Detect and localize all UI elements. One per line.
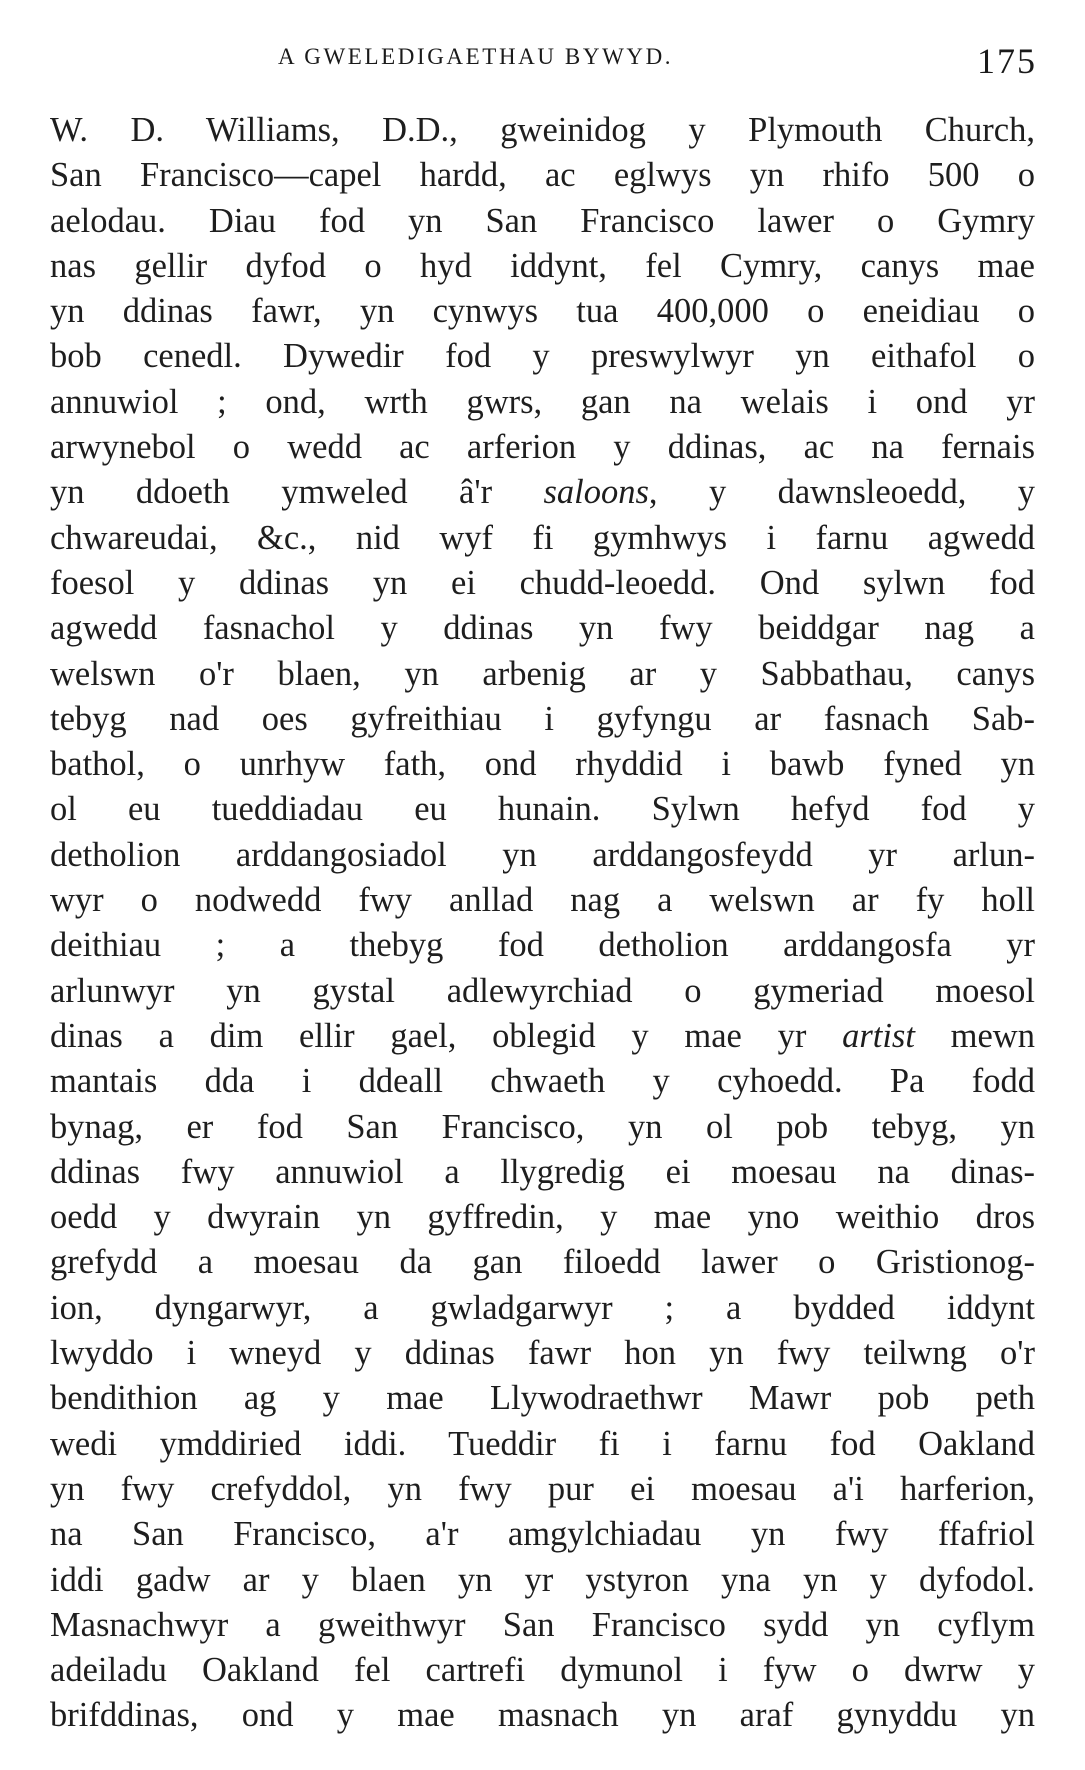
text-line-with-italic (50, 1014, 1035, 1059)
text-line: wedi ymddiried iddi. Tueddir fi i farnu fod Oakland (50, 1424, 1035, 1463)
text-line: bendithion ag y mae Llywodraethwr Mawr pob peth (50, 1379, 1035, 1418)
text-line: detholion arddangosiadol yn arddangosfeydd yr arlun- (50, 835, 1035, 874)
text-line: oedd y dwyrain yn gyffredin, y mae yno weithio dros (50, 1198, 1035, 1237)
text-line: ol eu tueddiadau eu hunain. Sylwn hefyd fod y (50, 790, 1035, 829)
text-line: welswn o'r blaen, yn arbenig ar y Sabbathau, canys (50, 654, 1035, 693)
text-segment: mewn (914, 1016, 1035, 1055)
text-line: annuwiol ; ond, wrth gwrs, gan na welais i ond yr (50, 382, 1035, 421)
text-line: San Francisco—capel hardd, ac eglwys yn rhifo 500 o (50, 156, 1035, 195)
text-line: aelodau. Diau fod yn San Francisco lawer o Gymry (50, 201, 1035, 240)
text-line: adeiladu Oakland fel cartrefi dymunol i fyw o dwrw y (50, 1651, 1035, 1690)
text-line: W. D. Williams, D.D., gweinidog y Plymouth Church, (50, 111, 1035, 149)
text-line: bynag, er fod San Francisco, yn ol pob tebyg, yn (50, 1107, 1035, 1146)
text-line: nas gellir dyfod o hyd iddynt, fel Cymry, canys mae (50, 246, 1035, 285)
italic-word: saloons (543, 473, 649, 512)
text-line: arlunwyr yn gystal adlewyrchiad o gymeriad moesol (50, 971, 1035, 1010)
text-line: na San Francisco, a'r amgylchiadau yn fwy ffafriol (50, 1515, 1035, 1554)
text-line: ion, dyngarwyr, a gwladgarwyr ; a bydded iddynt (50, 1288, 1035, 1327)
running-title: A GWELEDIGAETHAU BYWYD. (278, 44, 674, 69)
text-line: deithiau ; a thebyg fod detholion arddangosfa yr (50, 926, 1035, 965)
text-line: agwedd fasnachol y ddinas yn fwy beiddgar nag a (50, 609, 1035, 648)
page-number: 175 (977, 41, 1037, 81)
text-line: arwynebol o wedd ac arferion y ddinas, ac na fernais (50, 428, 1035, 467)
text-line-with-italic (50, 470, 1035, 515)
text-segment: yn ddoeth ymweled â'r (50, 473, 544, 512)
text-line: foesol y ddinas yn ei chudd-leoedd. Ond sylwn fod (50, 563, 1035, 602)
text-line: yn ddinas fawr, yn cynwys tua 400,000 o eneidiau o (50, 292, 1035, 331)
text-line: ddinas fwy annuwiol a llygredig ei moesau na dinas- (50, 1152, 1035, 1191)
text-line: wyr o nodwedd fwy anllad nag a welswn ar fy holl (50, 881, 1035, 920)
text-line: chwareudai, &c., nid wyf fi gymhwys i farnu agwedd (50, 518, 1035, 557)
text-line: iddi gadw ar y blaen yn yr ystyron yna yn y dyfodol. (50, 1560, 1035, 1599)
text-line: Masnachwyr a gweithwyr San Francisco sydd yn cyflym (50, 1605, 1035, 1644)
text-segment: dinas a dim ellir gael, oblegid y mae yr (50, 1016, 843, 1055)
text-line: tebyg nad oes gyfreithiau i gyfyngu ar fasnach Sab- (50, 699, 1035, 738)
text-line: bob cenedl. Dywedir fod y preswylwyr yn eithafol o (50, 337, 1035, 376)
text-line: bathol, o unrhyw fath, ond rhyddid i bawb fyned yn (50, 745, 1035, 784)
text-segment: , y dawnsleoedd, y (648, 473, 1035, 512)
text-line: yn fwy crefyddol, yn fwy pur ei moesau a'i harferion, (50, 1469, 1035, 1508)
text-line: grefydd a moesau da gan filoedd lawer o Gristionog- (50, 1243, 1035, 1282)
text-line: brifddinas, ond y mae masnach yn araf gynyddu yn (50, 1696, 1035, 1735)
text-line: lwyddo i wneyd y ddinas fawr hon yn fwy teilwng o'r (50, 1334, 1035, 1373)
italic-word: artist (842, 1016, 915, 1055)
text-line: mantais dda i ddeall chwaeth y cyhoedd. Pa fodd (50, 1062, 1035, 1101)
body-text (50, 108, 1035, 1739)
